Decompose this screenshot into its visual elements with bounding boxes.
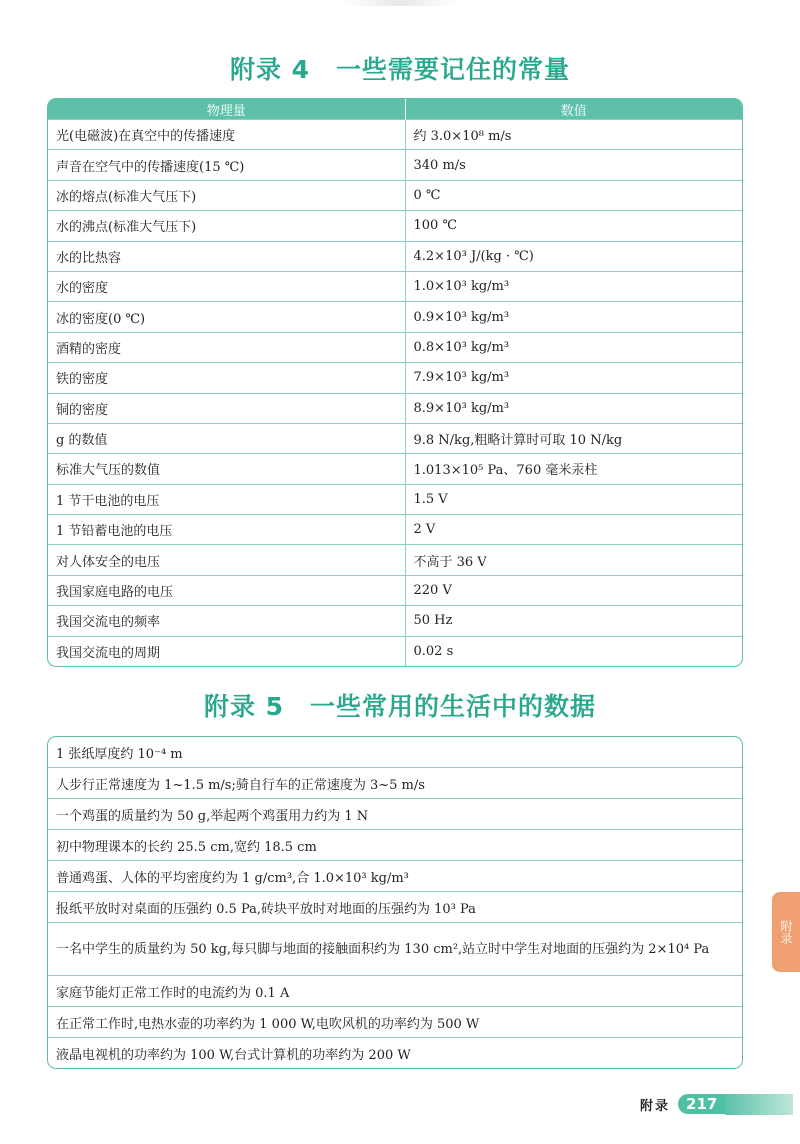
- quantity-cell: 对人体安全的电压: [48, 545, 405, 575]
- quantity-cell: 冰的熔点(标准大气压下): [48, 180, 405, 210]
- table-row: [48, 332, 742, 362]
- value-cell: 50 Hz: [405, 606, 742, 636]
- fact-cell: 一名中学生的质量约为 50 kg,每只脚与地面的接触面积约为 130 cm²,站立时中学生对地面的压强约为 2×10⁴ Pa: [48, 923, 742, 976]
- quantity-cell: 我国交流电的频率: [48, 606, 405, 636]
- value-cell: 4.2×10³ J/(kg · ℃): [405, 241, 742, 271]
- quantity-cell: 标准大气压的数值: [48, 454, 405, 484]
- table-row: [48, 120, 742, 150]
- table-row: [48, 768, 742, 799]
- table-row: [48, 271, 742, 301]
- table-row: [48, 545, 742, 575]
- value-cell: 0.02 s: [405, 636, 742, 666]
- value-cell: 2 V: [405, 515, 742, 545]
- footer-label: 附录: [640, 1098, 671, 1114]
- scan-smudge: [340, 0, 460, 6]
- quantity-cell: 铜的密度: [48, 393, 405, 423]
- table-row: [48, 737, 742, 768]
- header-quantity: 物理量: [48, 99, 405, 120]
- fact-cell: 初中物理课本的长约 25.5 cm,宽约 18.5 cm: [48, 830, 742, 861]
- fact-cell: 家庭节能灯正常工作时的电流约为 0.1 A: [48, 976, 742, 1007]
- fact-cell: 液晶电视机的功率约为 100 W,台式计算机的功率约为 200 W: [48, 1038, 742, 1069]
- table-row: [48, 515, 742, 545]
- header-value: 数值: [405, 99, 742, 120]
- table-row: [48, 1007, 742, 1038]
- appendix5-title: 附录 5 一些常用的生活中的数据: [203, 692, 597, 721]
- value-cell: 1.0×10³ kg/m³: [405, 271, 742, 301]
- quantity-cell: 声音在空气中的传播速度(15 ℃): [48, 150, 405, 180]
- table-row: [48, 423, 742, 453]
- value-cell: 1.013×10⁵ Pa、760 毫米汞柱: [405, 454, 742, 484]
- value-cell: 340 m/s: [405, 150, 742, 180]
- table-row: [48, 861, 742, 892]
- table-row: [48, 799, 742, 830]
- value-cell: 220 V: [405, 575, 742, 605]
- fact-cell: 1 张纸厚度约 10⁻⁴ m: [56, 746, 183, 762]
- fact-cell: 在正常工作时,电热水壶的功率约为 1 000 W,电吹风机的功率约为 500 W: [48, 1007, 742, 1038]
- quantity-cell: 水的密度: [48, 271, 405, 301]
- value-cell: 8.9×10³ kg/m³: [405, 393, 742, 423]
- table-row: [48, 241, 742, 271]
- quantity-cell: 我国家庭电路的电压: [48, 575, 405, 605]
- table-row: [48, 150, 742, 180]
- quantity-cell: 1 节铅蓄电池的电压: [48, 515, 405, 545]
- value-cell: 100 ℃: [405, 211, 742, 241]
- value-cell: 不高于 36 V: [405, 545, 742, 575]
- quantity-cell: 1 节干电池的电压: [48, 484, 405, 514]
- quantity-cell: 铁的密度: [48, 363, 405, 393]
- table-row: [48, 180, 742, 210]
- table-row: [48, 892, 742, 923]
- table-row: [48, 211, 742, 241]
- daily-data-table: [47, 736, 743, 1069]
- table-row: [48, 606, 742, 636]
- fact-cell: 普通鸡蛋、人体的平均密度约为 1 g/cm³,合 1.0×10³ kg/m³: [48, 861, 742, 892]
- table-row: [48, 830, 742, 861]
- quantity-cell: 冰的密度(0 ℃): [48, 302, 405, 332]
- quantity-cell: 水的比热容: [48, 241, 405, 271]
- value-cell: 约 3.0×10⁸ m/s: [405, 120, 742, 150]
- table-row: [48, 302, 742, 332]
- quantity-cell: 光(电磁波)在真空中的传播速度: [48, 120, 405, 150]
- table-header-row: [48, 99, 742, 120]
- table-row: [48, 484, 742, 514]
- quantity-cell: 酒精的密度: [48, 332, 405, 362]
- table-row: [48, 393, 742, 423]
- table-row: [48, 976, 742, 1007]
- table-row: [48, 636, 742, 666]
- value-cell: 0.9×10³ kg/m³: [405, 302, 742, 332]
- appendix-side-tab: 附录: [772, 892, 800, 972]
- table-row: [48, 1038, 742, 1069]
- table-row: [48, 454, 742, 484]
- constants-table: [47, 98, 743, 667]
- page-footer: [640, 1092, 793, 1116]
- quantity-cell: g 的数值: [48, 423, 405, 453]
- table-row: [48, 363, 742, 393]
- table-row: [48, 575, 742, 605]
- footer-bar: [725, 1094, 793, 1115]
- fact-cell: 报纸平放时对桌面的压强约 0.5 Pa,砖块平放时对地面的压强约为 10³ Pa: [48, 892, 742, 923]
- value-cell: 9.8 N/kg,粗略计算时可取 10 N/kg: [405, 423, 742, 453]
- value-cell: 0.8×10³ kg/m³: [405, 332, 742, 362]
- fact-cell: 一个鸡蛋的质量约为 50 g,举起两个鸡蛋用力约为 1 N: [48, 799, 742, 830]
- quantity-cell: 水的沸点(标准大气压下): [48, 211, 405, 241]
- fact-cell: 人步行正常速度为 1~1.5 m/s;骑自行车的正常速度为 3~5 m/s: [48, 768, 742, 799]
- table-row: [48, 923, 742, 976]
- page-number: 217: [678, 1094, 725, 1114]
- value-cell: 7.9×10³ kg/m³: [405, 363, 742, 393]
- value-cell: 0 ℃: [405, 180, 742, 210]
- quantity-cell: 我国交流电的周期: [48, 636, 405, 666]
- appendix4-title: 附录 4 一些需要记住的常量: [229, 55, 571, 84]
- value-cell: 1.5 V: [405, 484, 742, 514]
